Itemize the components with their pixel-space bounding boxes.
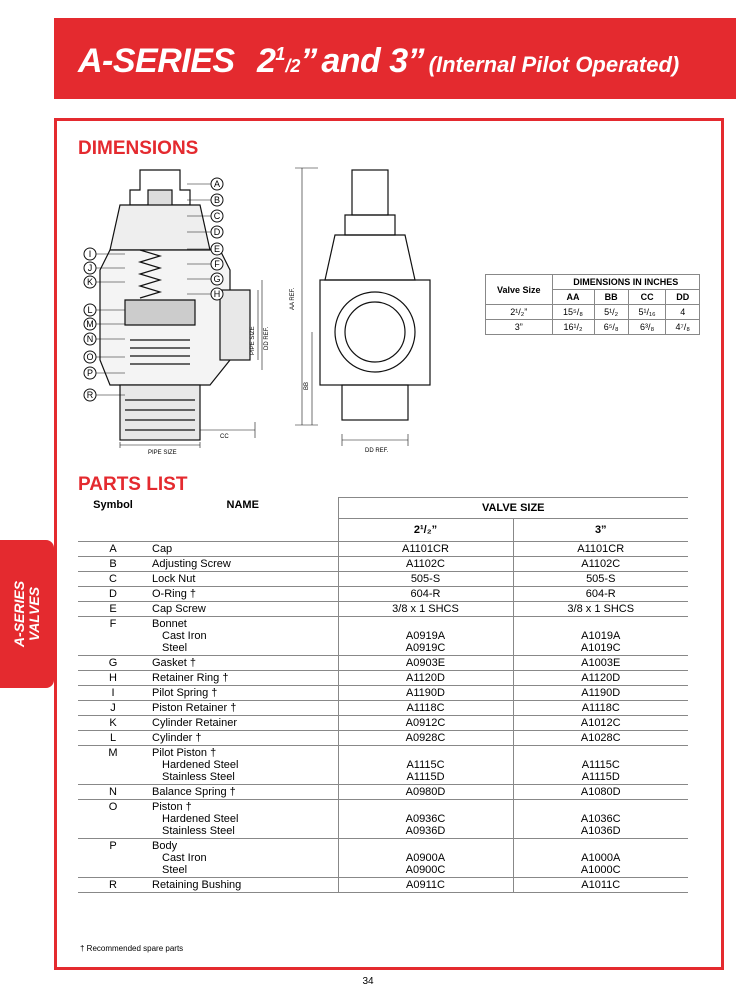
part-name-cell <box>148 542 338 557</box>
part-name: O-Ring † <box>152 588 197 600</box>
label-pipe-size-h: PIPE SIZE <box>148 450 177 456</box>
part-number-size1: A0928C <box>338 731 513 746</box>
part-variant: Stainless Steel <box>162 825 235 837</box>
parts-table-body <box>78 542 688 893</box>
table-row <box>78 542 688 557</box>
header-bar <box>54 18 736 99</box>
callout-a <box>187 178 223 190</box>
part-number-size2 <box>513 839 688 878</box>
table-row <box>78 572 688 587</box>
dim-header-bb: BB <box>594 290 628 305</box>
part-name-cell <box>148 800 338 839</box>
part-name: Gasket † <box>152 657 197 669</box>
part-name-cell <box>148 839 338 878</box>
svg-text:N: N <box>86 334 94 344</box>
parts-col-size1: 2¹/₂” <box>338 519 513 542</box>
side-tab <box>0 540 54 688</box>
title-subtitle: (Internal Pilot Operated) <box>428 52 680 77</box>
part-number-size2: 505-S <box>513 572 688 587</box>
dim-cell-aa: 15⁵/₈ <box>552 305 594 320</box>
label-aa-ref: AA REF. <box>290 287 296 310</box>
part-variant-number: A1000A <box>581 852 621 864</box>
part-symbol: E <box>78 602 148 617</box>
part-name: Pilot Piston † <box>152 747 217 759</box>
table-row <box>78 746 688 785</box>
part-variant-number: A1019A <box>581 630 621 642</box>
footnote: † Recommended spare parts <box>80 944 184 953</box>
part-number-size1: A1120D <box>338 671 513 686</box>
parts-col-symbol: Symbol <box>78 498 148 542</box>
label-pipe-size-v: PIPE SIZE <box>250 326 256 355</box>
part-name-cell <box>148 785 338 800</box>
part-number-size1: A1118C <box>338 701 513 716</box>
svg-text:F: F <box>214 259 220 269</box>
side-tab-line2: VALVES <box>26 586 42 642</box>
table-row <box>78 716 688 731</box>
part-number-size2: A1190D <box>513 686 688 701</box>
part-number-size2: 3/8 x 1 SHCS <box>513 602 688 617</box>
part-name: Piston Retainer † <box>152 702 237 714</box>
part-variant-number: A0900C <box>405 864 446 876</box>
page-title: A-SERIES 21/2” and 3” (Internal Pilot Operated) <box>78 42 680 80</box>
svg-text:P: P <box>86 368 94 378</box>
table-row <box>78 785 688 800</box>
table-row <box>78 731 688 746</box>
part-symbol: I <box>78 686 148 701</box>
part-number-size1: 604-R <box>338 587 513 602</box>
part-number-size1 <box>338 746 513 785</box>
table-row <box>78 800 688 839</box>
dim-cell-cc: 6³/₈ <box>628 320 666 335</box>
dim-cell-bb: 5¹/₂ <box>594 305 628 320</box>
side-tab-line1: A-SERIES <box>11 580 27 648</box>
part-number-size2 <box>513 617 688 656</box>
part-number-size2: A1012C <box>513 716 688 731</box>
title-series: A-SERIES <box>78 42 235 80</box>
parts-list-title: PARTS LIST <box>78 474 188 495</box>
part-variant: Hardened Steel <box>162 759 239 771</box>
svg-text:E: E <box>213 244 221 254</box>
part-variant-number: A1115C <box>581 759 620 771</box>
svg-text:O: O <box>86 352 94 362</box>
part-symbol: L <box>78 731 148 746</box>
part-number-size2: A1101CR <box>513 542 688 557</box>
part-symbol: D <box>78 587 148 602</box>
part-variant-number: A1019C <box>580 642 621 654</box>
part-number-size2: 604-R <box>513 587 688 602</box>
svg-text:A: A <box>213 179 221 189</box>
svg-text:R: R <box>86 390 94 400</box>
label-bb: BB <box>304 381 310 390</box>
part-name: Pilot Spring † <box>152 687 218 699</box>
svg-text:G: G <box>213 274 221 284</box>
dim-cell-size: 2¹/₂” <box>486 305 553 320</box>
part-variant-number: A1115C <box>406 759 445 771</box>
title-quote: ” <box>300 42 317 80</box>
parts-table <box>78 497 688 893</box>
part-number-size2: A1080D <box>513 785 688 800</box>
part-number-size2: A1003E <box>513 656 688 671</box>
part-symbol: C <box>78 572 148 587</box>
part-variant-number: A0936C <box>405 813 446 825</box>
svg-text:M: M <box>86 319 94 329</box>
title-and: and 3” <box>321 42 425 80</box>
part-name-cell <box>148 746 338 785</box>
part-name: Piston † <box>152 801 192 813</box>
dim-cell-dd: 4⁷/₈ <box>666 320 700 335</box>
part-number-size2 <box>513 800 688 839</box>
part-variant-number: A0919C <box>405 642 446 654</box>
dim-group-header: DIMENSIONS IN INCHES <box>552 275 699 290</box>
part-name: Lock Nut <box>152 573 196 585</box>
part-symbol: A <box>78 542 148 557</box>
part-variant-number: A1115D <box>581 771 620 783</box>
part-number-size1 <box>338 617 513 656</box>
part-name-cell <box>148 701 338 716</box>
dim-cell-dd: 4 <box>666 305 700 320</box>
dim-table-body <box>486 305 700 335</box>
part-name: Bonnet <box>152 618 187 630</box>
dim-table-row <box>486 305 700 320</box>
label-dd-ref-left: DD REF. <box>264 326 270 350</box>
part-variant: Steel <box>162 864 188 876</box>
part-name: Body <box>152 840 178 852</box>
part-number-size1: A0980D <box>338 785 513 800</box>
svg-text:C: C <box>213 211 221 221</box>
dim-col-valve-size: Valve Size <box>486 275 553 305</box>
part-variant: Cast Iron <box>162 852 207 864</box>
dim-cell-cc: 5¹/₁₆ <box>628 305 666 320</box>
dim-cell-bb: 6⁵/₈ <box>594 320 628 335</box>
svg-text:D: D <box>213 227 221 237</box>
part-name-cell <box>148 617 338 656</box>
table-row <box>78 656 688 671</box>
part-variant-number: A1000C <box>580 864 621 876</box>
part-name: Cap <box>152 543 173 555</box>
part-name: Balance Spring † <box>152 786 236 798</box>
part-number-size2: A1120D <box>513 671 688 686</box>
svg-text:I: I <box>88 249 92 259</box>
parts-col-name: NAME <box>148 498 338 542</box>
svg-text:L: L <box>87 305 93 315</box>
part-number-size1 <box>338 839 513 878</box>
part-name-cell <box>148 572 338 587</box>
part-symbol: B <box>78 557 148 572</box>
part-symbol: M <box>78 746 148 785</box>
table-row <box>78 878 688 893</box>
part-number-size1: A1190D <box>338 686 513 701</box>
svg-text:J: J <box>87 263 93 273</box>
part-variant-number: A1115D <box>406 771 445 783</box>
part-symbol: P <box>78 839 148 878</box>
page-number: 34 <box>362 976 374 987</box>
part-symbol: H <box>78 671 148 686</box>
part-variant: Cast Iron <box>162 630 207 642</box>
part-name-cell <box>148 656 338 671</box>
part-variant: Stainless Steel <box>162 771 235 783</box>
part-symbol: J <box>78 701 148 716</box>
valve-drawing <box>80 160 460 460</box>
part-number-size1: 3/8 x 1 SHCS <box>338 602 513 617</box>
part-name-cell <box>148 557 338 572</box>
part-number-size1: A0912C <box>338 716 513 731</box>
part-name-cell <box>148 686 338 701</box>
table-row <box>78 557 688 572</box>
part-variant-number: A1036C <box>580 813 621 825</box>
part-number-size1: 505-S <box>338 572 513 587</box>
svg-text:B: B <box>213 195 221 205</box>
part-variant-number: A0900A <box>405 852 446 864</box>
part-number-size1: A1102C <box>338 557 513 572</box>
table-row <box>78 617 688 656</box>
dim-header-aa: AA <box>552 290 594 305</box>
callout-b <box>187 194 223 206</box>
part-name-cell <box>148 731 338 746</box>
part-number-size1: A0911C <box>338 878 513 893</box>
table-row <box>78 686 688 701</box>
part-number-size2 <box>513 746 688 785</box>
dimensions-title: DIMENSIONS <box>78 138 199 159</box>
dim-cell-size: 3” <box>486 320 553 335</box>
part-number-size2: A1118C <box>513 701 688 716</box>
part-number-size1: A0903E <box>338 656 513 671</box>
part-variant: Steel <box>162 642 188 654</box>
part-symbol: F <box>78 617 148 656</box>
part-variant-number: A0936D <box>405 825 446 837</box>
dim-header-dd: DD <box>666 290 700 305</box>
parts-col-size2: 3” <box>513 519 688 542</box>
dim-cell-aa: 16¹/₂ <box>552 320 594 335</box>
dimensions-table <box>485 274 700 335</box>
parts-col-valve-size: VALVE SIZE <box>338 498 688 519</box>
part-name-cell <box>148 587 338 602</box>
part-name-cell <box>148 602 338 617</box>
svg-text:H: H <box>213 289 221 299</box>
part-variant-number: A1036D <box>580 825 621 837</box>
table-row <box>78 671 688 686</box>
title-size-whole: 2 <box>256 42 276 80</box>
part-name-cell <box>148 878 338 893</box>
part-number-size2: A1011C <box>513 878 688 893</box>
dim-header-cc: CC <box>628 290 666 305</box>
part-number-size1: A1101CR <box>338 542 513 557</box>
part-symbol: K <box>78 716 148 731</box>
table-row <box>78 602 688 617</box>
part-symbol: N <box>78 785 148 800</box>
table-row <box>78 587 688 602</box>
callout-r <box>84 389 125 401</box>
table-row <box>78 839 688 878</box>
label-dd-ref-bottom: DD REF. <box>365 448 389 454</box>
table-row <box>78 701 688 716</box>
part-name-cell <box>148 671 338 686</box>
part-variant: Hardened Steel <box>162 813 239 825</box>
title-size-den: 2 <box>290 56 301 76</box>
part-number-size2: A1102C <box>513 557 688 572</box>
part-number-size2: A1028C <box>513 731 688 746</box>
part-symbol: G <box>78 656 148 671</box>
part-number-size1 <box>338 800 513 839</box>
part-name: Cylinder † <box>152 732 202 744</box>
part-name: Retaining Bushing <box>152 879 242 891</box>
part-name-cell <box>148 716 338 731</box>
dim-table-row <box>486 320 700 335</box>
part-symbol: R <box>78 878 148 893</box>
part-symbol: O <box>78 800 148 839</box>
label-cc: CC <box>220 434 229 440</box>
part-name: Adjusting Screw <box>152 558 231 570</box>
part-name: Cylinder Retainer <box>152 717 237 729</box>
part-name: Retainer Ring † <box>152 672 229 684</box>
title-size-num: 1 <box>275 44 286 64</box>
part-variant-number: A0919A <box>405 630 446 642</box>
svg-text:K: K <box>86 277 94 287</box>
part-name: Cap Screw <box>152 603 206 615</box>
